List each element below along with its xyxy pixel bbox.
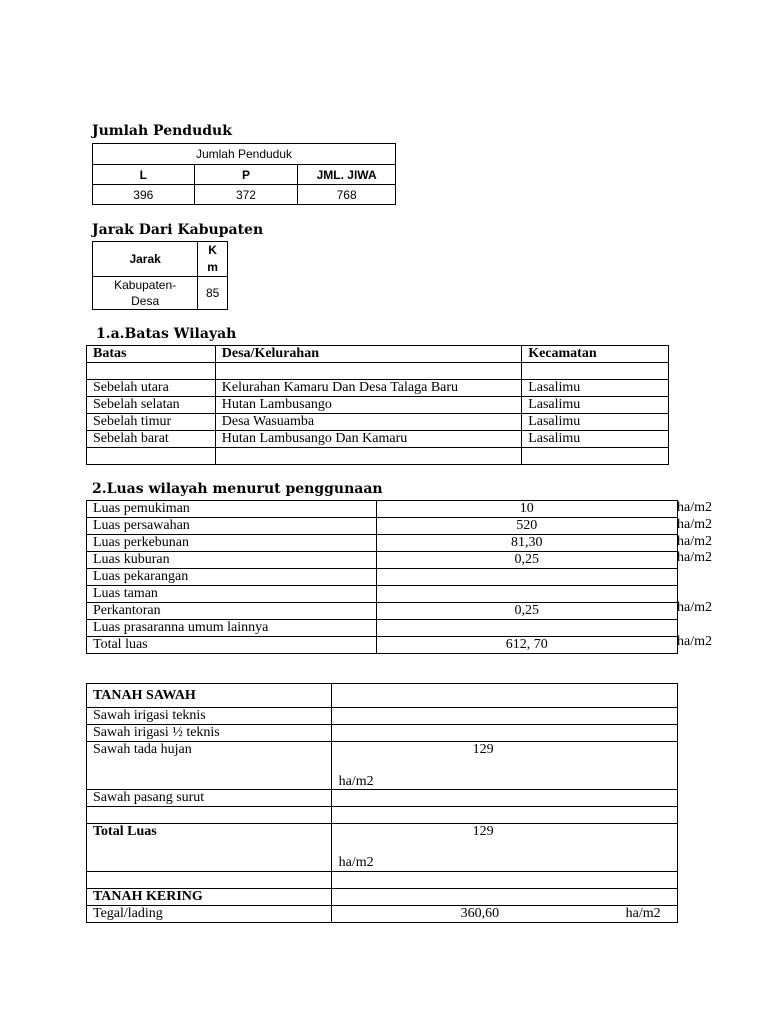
luas-value: 10 (376, 501, 677, 518)
luas-value: 0,25 (376, 552, 677, 569)
empty-cell (331, 807, 677, 824)
penduduk-table (92, 143, 396, 205)
empty-cell (87, 872, 332, 889)
empty-cell (331, 708, 677, 725)
tegal-value: 360,60 (460, 906, 500, 921)
total-luas-value: 129 (472, 824, 494, 839)
irigasi-half-label: Sawah irigasi ½ teknis (87, 725, 332, 742)
header-l: L (93, 165, 195, 185)
luas-unit: ha/m2 (677, 500, 712, 515)
luas-unit: ha/m2 (677, 550, 712, 565)
luas-label: Luas kuburan (87, 552, 377, 569)
empty-cell (522, 363, 669, 380)
jarak-row-value: 85 (198, 277, 228, 310)
tada-hujan-cell (331, 742, 677, 790)
empty-cell (522, 448, 669, 465)
penduduk-heading: Jumlah Penduduk (92, 123, 232, 139)
luas-value: 81,30 (376, 535, 677, 552)
luas-value (376, 586, 677, 603)
luas-value: 0,25 (376, 603, 677, 620)
luas-unit: ha/m2 (677, 634, 712, 649)
batas-row-kecamatan: Lasalimu (522, 397, 669, 414)
sawah-table (86, 683, 678, 923)
empty-cell (331, 684, 677, 708)
luas-label: Luas prasaranna umum lainnya (87, 620, 377, 637)
batas-header-desa: Desa/Kelurahan (215, 346, 521, 363)
total-luas-unit: ha/m2 (338, 855, 374, 870)
jarak-table (92, 241, 228, 310)
luas-label: Luas persawahan (87, 518, 377, 535)
jarak-heading: Jarak Dari Kabupaten (92, 222, 264, 238)
batas-header-kecamatan: Kecamatan (522, 346, 669, 363)
luas-table (86, 500, 678, 654)
tada-hujan-unit: ha/m2 (338, 774, 374, 789)
batas-row-desa: Hutan Lambusango (215, 397, 521, 414)
value-jml-jiwa: 768 (298, 185, 396, 205)
empty-cell (87, 448, 216, 465)
luas-label: Luas taman (87, 586, 377, 603)
header-jml-jiwa: JML. JIWA (298, 165, 396, 185)
empty-cell (87, 807, 332, 824)
luas-value (376, 569, 677, 586)
tada-hujan-value: 129 (472, 742, 494, 757)
irigasi-teknis-label: Sawah irigasi teknis (87, 708, 332, 725)
km-header-line2: m (207, 260, 218, 274)
batas-table (86, 345, 669, 465)
kering-heading: TANAH KERING (87, 889, 332, 906)
empty-cell (215, 448, 521, 465)
total-luas-label: Total Luas (87, 824, 332, 872)
batas-row-side: Sebelah utara (87, 380, 216, 397)
luas-unit: ha/m2 (677, 517, 712, 532)
luas-value: 612, 70 (376, 637, 677, 654)
km-header (198, 242, 228, 277)
tegal-cell (331, 906, 677, 923)
batas-row-desa: Hutan Lambusango Dan Kamaru (215, 431, 521, 448)
empty-cell (215, 363, 521, 380)
sawah-heading: TANAH SAWAH (87, 684, 332, 708)
value-l: 396 (93, 185, 195, 205)
penduduk-table-title: Jumlah Penduduk (93, 144, 396, 165)
batas-row-side: Sebelah timur (87, 414, 216, 431)
batas-row-desa: Kelurahan Kamaru Dan Desa Talaga Baru (215, 380, 521, 397)
batas-row-desa: Desa Wasuamba (215, 414, 521, 431)
value-p: 372 (194, 185, 298, 205)
tada-hujan-label: Sawah tada hujan (87, 742, 332, 790)
luas-value (376, 620, 677, 637)
header-p: P (194, 165, 298, 185)
batas-row-side: Sebelah selatan (87, 397, 216, 414)
batas-row-kecamatan: Lasalimu (522, 431, 669, 448)
empty-cell (87, 363, 216, 380)
batas-header-batas: Batas (87, 346, 216, 363)
jarak-header: Jarak (93, 242, 198, 277)
jarak-row-label (93, 277, 198, 310)
batas-row-side: Sebelah barat (87, 431, 216, 448)
tegal-label: Tegal/lading (87, 906, 332, 923)
luas-label: Perkantoran (87, 603, 377, 620)
batas-row-kecamatan: Lasalimu (522, 414, 669, 431)
empty-cell (331, 725, 677, 742)
jarak-row-label-line1: Kabupaten- (114, 278, 177, 292)
empty-cell (331, 872, 677, 889)
batas-heading: 1.a.Batas Wilayah (96, 326, 237, 342)
luas-label: Luas pemukiman (87, 501, 377, 518)
luas-label: Luas pekarangan (87, 569, 377, 586)
empty-cell (331, 790, 677, 807)
total-luas-cell (331, 824, 677, 872)
luas-value: 520 (376, 518, 677, 535)
empty-cell (331, 889, 677, 906)
jarak-row-label-line2: Desa (131, 294, 160, 308)
tegal-unit: ha/m2 (625, 906, 661, 921)
luas-label: Total luas (87, 637, 377, 654)
luas-label: Luas perkebunan (87, 535, 377, 552)
luas-unit: ha/m2 (677, 534, 712, 549)
batas-row-kecamatan: Lasalimu (522, 380, 669, 397)
km-header-line1: K (208, 243, 217, 257)
luas-unit: ha/m2 (677, 600, 712, 615)
pasang-surut-label: Sawah pasang surut (87, 790, 332, 807)
luas-heading: 2.Luas wilayah menurut penggunaan (92, 481, 383, 497)
